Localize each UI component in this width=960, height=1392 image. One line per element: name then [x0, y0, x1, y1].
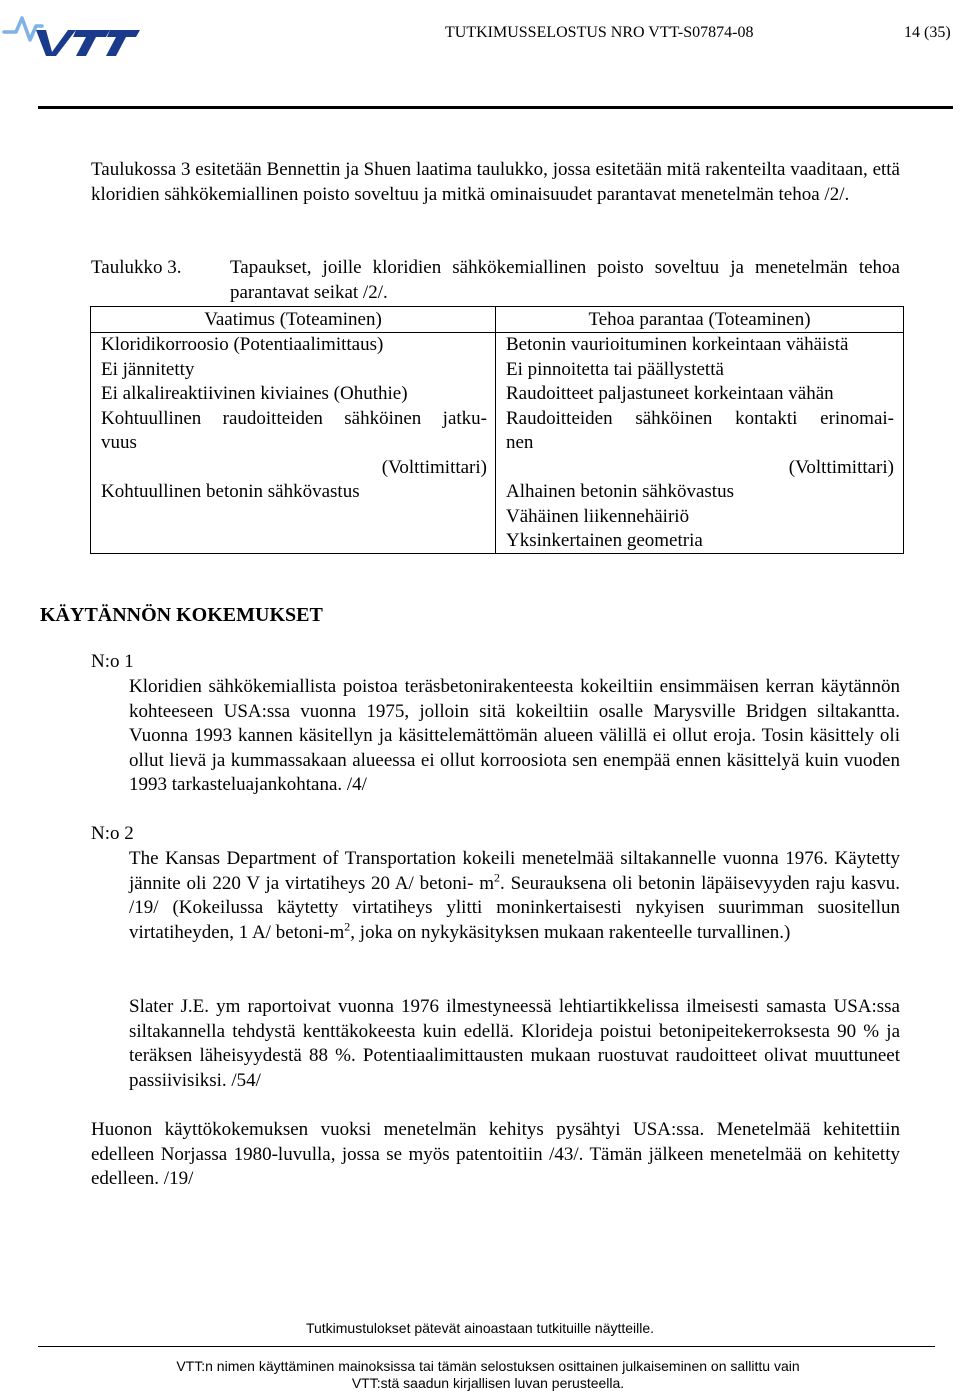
report-number: TUTKIMUSSELOSTUS NRO VTT-S07874-08: [445, 24, 754, 41]
table-cell: Raudoitteiden sähköinen kontakti erinomai-: [506, 407, 894, 429]
header-rule: [38, 106, 953, 109]
table-cell: Raudoitteet paljastuneet korkeintaan vähän: [506, 383, 834, 404]
table-cell: nen: [506, 432, 534, 453]
intro-paragraph: Taulukossa 3 esitetään Bennettin ja Shuen laatima taulukko, jossa esitetään mitä rakenteilta vaaditaan, että kloridien sähkökemiallinen poisto soveltuu ja mitkä ominaisuudet parantavat menetelmän tehoa /2/.: [91, 159, 900, 205]
table-cell: Kohtuullinen betonin sähkövastus: [101, 481, 360, 502]
vtt-logo: [2, 6, 142, 56]
footer-notice: [0, 1358, 960, 1392]
table-cell: (Volttimittari): [788, 456, 894, 478]
table-cell: Ei pinnoitetta tai päällystettä: [506, 358, 724, 380]
slater-paragraph: Slater J.E. ym raportoivat vuonna 1976 ilmestyneessä lehtiartikkelissa ilmeisesti samasta USA:ssa siltakannella tehdystä kenttäkokeesta kuin edellä. Klorideja poistui betonipeitekerroksesta 90 % ja teräksen läheisyydestä 88 %. Potentiaalimittausten mukaan ruostuvat raudoitteet olivat muuttuneet passiivisiksi. /54/: [129, 996, 900, 1091]
table-column-improves: [506, 333, 894, 554]
text-run: . Seurauksena oli betonin läpäisevyyden raju kasvu. /19/ (Kokeilussa käytetty virtatiheys ylitti moninkertaisesti nykyisen suurimman suositellun virtatiheyden, 1 A/ betoni-m: [129, 872, 900, 943]
superscript: 2: [494, 870, 501, 885]
case-label: N:o 1: [91, 651, 134, 672]
table-cell: Ei alkalireaktiivinen kiviaines (Ohuthie): [101, 383, 408, 404]
text-run: , joka on nykykäsityksen mukaan rakenteelle turvallinen.): [350, 921, 791, 943]
table-cell: Ei jännitetty: [101, 358, 195, 380]
table-column-requirement: [101, 333, 487, 505]
table-header-requirement: Vaatimus (Toteaminen): [204, 309, 382, 330]
requirements-table: [90, 306, 904, 554]
caption-text: Tapaukset, joille kloridien sähkökemiallinen poisto soveltuu ja menetelmän tehoa parantavat seikat /2/.: [230, 257, 900, 303]
footer-notice-line: VTT:n nimen käyttäminen mainoksissa tai tämän selostuksen osittainen julkaiseminen on sallittu vain: [176, 1358, 800, 1374]
final-paragraph: Huonon käyttökokemuksen vuoksi menetelmän kehitys pysähtyi USA:ssa. Menetelmää kehitettiin edelleen Norjassa 1980-luvulla, jossa se myös patentoitiin /43/. Tämän jälkeen menetelmää on kehitetty edelleen. /19/: [91, 1119, 900, 1189]
table-cell: Vähäinen liikennehäiriö: [506, 505, 690, 527]
caption-label: Taulukko 3.: [91, 257, 182, 278]
footer-disclaimer: Tutkimustulokset pätevät ainoastaan tutkituille näytteille.: [305, 1320, 655, 1336]
table-cell: vuus: [101, 432, 137, 453]
table-cell: Betonin vaurioituminen korkeintaan vähäistä: [506, 334, 849, 355]
table-cell: Alhainen betonin sähkövastus: [506, 481, 734, 502]
case-paragraph: Kloridien sähkökemiallista poistoa teräsbetonirakenteesta kokeiltiin ensimmäisen kerran käytännön kohteeseen USA:ssa vuonna 1975, jolloin sitä kokeiltiin osalle Marysville Bridgen siltakantta. Vuonna 1993 kannen käsitellyn ja käsittelemättömän alueen välillä ei ollut eroja. Tosin käsittely oli ollut lievä ja kummassakaan alueessa ei ollut korroosiota sen enempää ennen käsittelyä kuin vuoden 1993 tarkasteluajankohtana. /4/: [129, 676, 900, 795]
page-number: 14 (35): [904, 24, 951, 41]
text-run: The Kansas Department of Transportation kokeili menetelmää siltakannelle vuonna 1976. Käytetty jännite oli 220 V ja virtatiheys 20 A/ betoni- m: [129, 848, 900, 894]
table-cell: (Volttimittari): [381, 456, 487, 478]
case-paragraph: [129, 847, 900, 945]
table-column-divider: [495, 307, 496, 553]
superscript: 2: [344, 919, 351, 934]
table-cell: Yksinkertainen geometria: [506, 530, 703, 551]
footer-notice-line: VTT:stä saadun kirjallisen luvan perusteella.: [351, 1375, 625, 1391]
table-cell: Kohtuullinen raudoitteiden sähköinen jatku-: [101, 407, 487, 429]
footer-rule: [38, 1346, 935, 1347]
table-header-improves: Tehoa parantaa (Toteaminen): [588, 309, 811, 330]
table-cell: Kloridikorroosio (Potentiaalimittaus): [101, 334, 384, 355]
section-title: KÄYTÄNNÖN KOKEMUKSET: [40, 604, 323, 626]
case-label: N:o 2: [91, 823, 134, 844]
